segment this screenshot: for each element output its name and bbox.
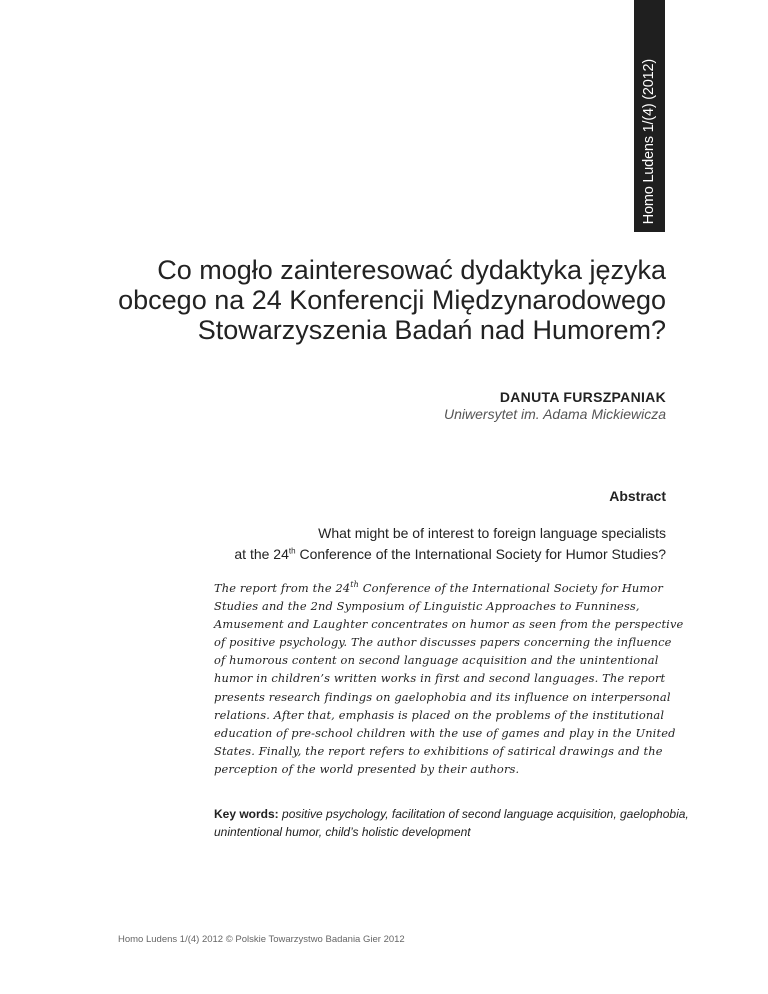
- abstract-line: humor in children’s written works in first and second languages. The report: [214, 671, 666, 686]
- english-title: [166, 523, 666, 565]
- keywords: [214, 805, 689, 841]
- abstract-line: of positive psychology. The author discusses papers concerning the influence: [214, 635, 672, 650]
- keywords-line: unintentional humor, child’s holistic development: [214, 825, 471, 839]
- abstract-line: perception of the world presented by their authors.: [214, 761, 520, 776]
- abstract-heading: Abstract: [609, 488, 666, 504]
- abstract-line: relations. After that, emphasis is placed on the problems of the institutional: [214, 707, 665, 722]
- journal-side-tab: [634, 0, 665, 232]
- keywords-line: [214, 805, 689, 823]
- ordinal-suffix: th: [350, 580, 359, 590]
- abstract-line: presents research findings on gaelophobia and its influence on interpersonal: [214, 689, 671, 704]
- page-footer: Homo Ludens 1/(4) 2012 © Polskie Towarzystwo Badania Gier 2012: [118, 934, 405, 945]
- english-title-line: [166, 544, 666, 565]
- abstract-line: [214, 579, 666, 597]
- abstract-text: Conference of the International Society for Humor: [358, 581, 663, 595]
- abstract-line: States. Finally, the report refers to exhibitions of satirical drawings and the: [214, 743, 663, 758]
- abstract-body: [214, 579, 684, 778]
- journal-side-tab-label: Homo Ludens 1/(4) (2012): [641, 58, 657, 224]
- abstract-line: education of pre-school children with the use of games and play in the United: [214, 725, 676, 740]
- article-title-line: Co mogło zainteresować dydaktyka języka: [157, 255, 666, 285]
- article-title: [66, 255, 666, 345]
- english-title-line: What might be of interest to foreign language specialists: [318, 525, 666, 541]
- abstract-text: The report from the 24: [214, 581, 351, 595]
- ordinal-suffix: th: [288, 546, 296, 556]
- article-title-line: Stowarzyszenia Badań nad Humorem?: [197, 315, 666, 345]
- article-title-line: obcego na 24 Konferencji Międzynarodowego: [118, 285, 666, 315]
- english-title-text: Conference of the International Society for Humor Studies?: [295, 546, 666, 562]
- abstract-line: of humorous content on second language acquisition and the unintentional: [214, 653, 659, 668]
- english-title-text: at the 24: [234, 546, 289, 562]
- abstract-line: Amusement and Laughter concentrates on humor as seen from the perspective: [214, 617, 684, 632]
- keywords-text: positive psychology, facilitation of second language acquisition, gaelophobia,: [278, 807, 689, 821]
- author-name: DANUTA FURSZPANIAK: [499, 389, 666, 405]
- abstract-line: Studies and the 2nd Symposium of Linguistic Approaches to Funniness,: [214, 599, 640, 614]
- author-affiliation: Uniwersytet im. Adama Mickiewicza: [444, 406, 666, 422]
- keywords-label: Key words:: [214, 807, 279, 821]
